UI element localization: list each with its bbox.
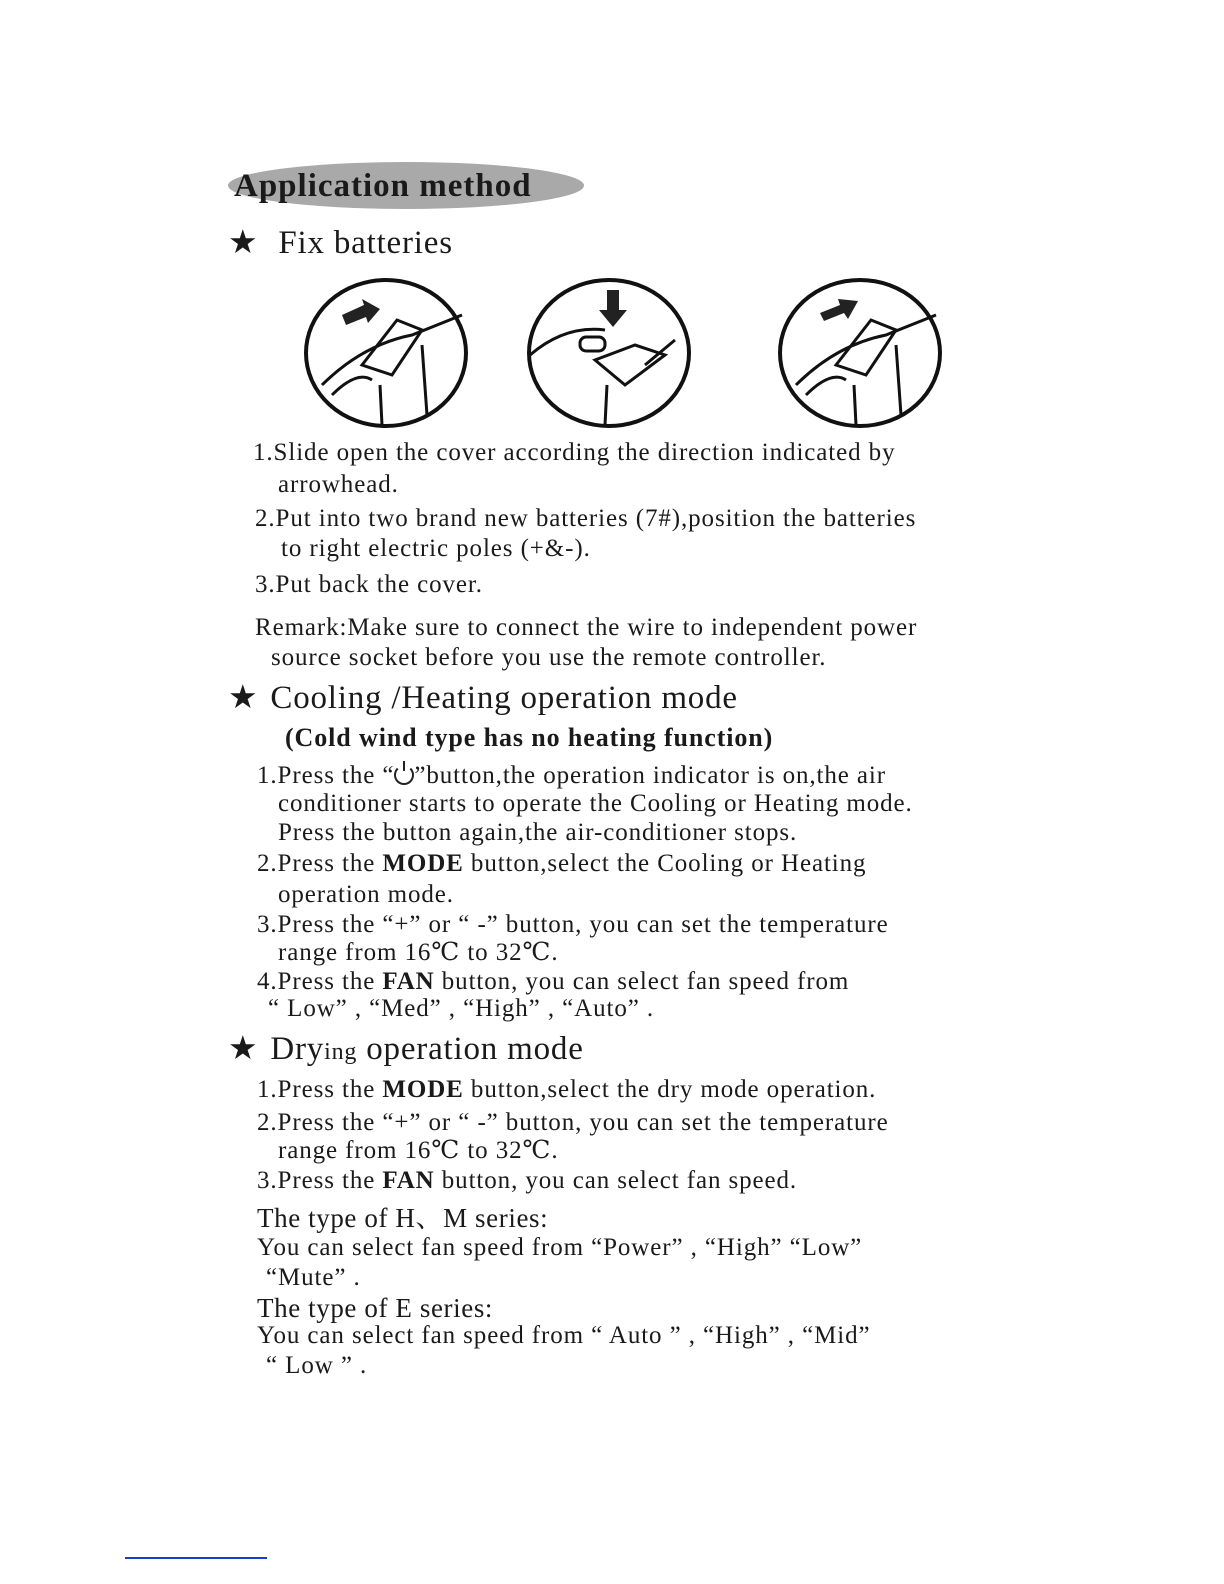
step-text: 2.Put into two brand new batteries (7#),position the batteries [255,505,917,532]
section-heading: Fix batteries [278,225,453,261]
step-text-part: button, you can select fan speed. [434,1167,798,1194]
series-text: You can select fan speed from “Power” , “High” “Low” [257,1234,863,1261]
step-text: range from 16℃ to 32℃. [278,939,559,966]
star-icon: ★ [228,225,259,261]
page-title: Application method [234,168,532,204]
step-text [257,1166,797,1196]
step-text-part: button, you can select fan speed from [434,968,850,995]
series-heading: The type of H、M series: [257,1203,549,1233]
step-text-part: 3.Press the [257,1167,383,1194]
section-heading: operation mode [357,1031,584,1067]
series-text: “Mute” . [266,1264,361,1291]
insert-batteries-illustration [525,275,695,430]
step-text-part: 4.Press the [257,968,383,995]
step-text-part: button,select the Cooling or Heating [463,850,867,877]
step-text: 3.Press the “+” or “ -” button, you can set the temperature [257,911,889,938]
remark-text: Remark:Make sure to connect the wire to independent power [255,614,918,641]
step-text: operation mode. [278,881,454,908]
mode-button-label: MODE [382,1076,464,1103]
section-fix-batteries [228,223,453,263]
section-heading: Cooling /Heating operation mode [270,680,738,716]
section-cooling-heating [228,678,738,718]
step-text: 1.Slide open the cover according the direction indicated by [253,439,896,466]
step-text [257,761,886,791]
fan-button-label: FAN [382,968,435,995]
step-text: range from 16℃ to 32℃. [278,1137,559,1164]
section-heading: ing [324,1039,358,1065]
mode-button-label: MODE [382,850,464,877]
star-icon: ★ [228,1031,259,1067]
star-icon: ★ [228,680,259,716]
section-heading: Dry [270,1031,325,1067]
step-text: “ Low” , “Med” , “High” , “Auto” . [268,995,655,1022]
step-text [257,967,849,997]
section-note: (Cold wind type has no heating function) [285,723,774,752]
footer-rule [125,1557,267,1559]
step-text: 3.Put back the cover. [255,571,483,598]
section-drying [228,1029,584,1072]
step-text [257,1075,876,1105]
step-text-part: 2.Press the [257,850,383,877]
step-text-part: 1.Press the “ [257,762,395,789]
step-text: arrowhead. [278,471,399,498]
series-text: You can select fan speed from “ Auto ” , “High” , “Mid” [257,1322,871,1349]
step-text [257,849,866,879]
remark-text: source socket before you use the remote controller. [271,644,827,671]
replace-cover-illustration [776,275,946,430]
step-text-part: button,select the dry mode operation. [463,1076,877,1103]
series-text: “ Low ” . [266,1352,368,1379]
step-text: 2.Press the “+” or “ -” button, you can set the temperature [257,1109,889,1136]
step-text: Press the button again,the air-conditioner stops. [278,819,798,846]
step-text: to right electric poles (+&-). [281,535,591,562]
fan-button-label: FAN [382,1167,435,1194]
step-text-part: 1.Press the [257,1076,383,1103]
step-text-part: ”button,the operation indicator is on,the air [414,762,887,789]
series-heading: The type of E series: [257,1293,494,1323]
step-text: conditioner starts to operate the Cooling or Heating mode. [278,790,913,817]
power-icon [394,765,414,785]
slide-open-cover-illustration [302,275,472,430]
